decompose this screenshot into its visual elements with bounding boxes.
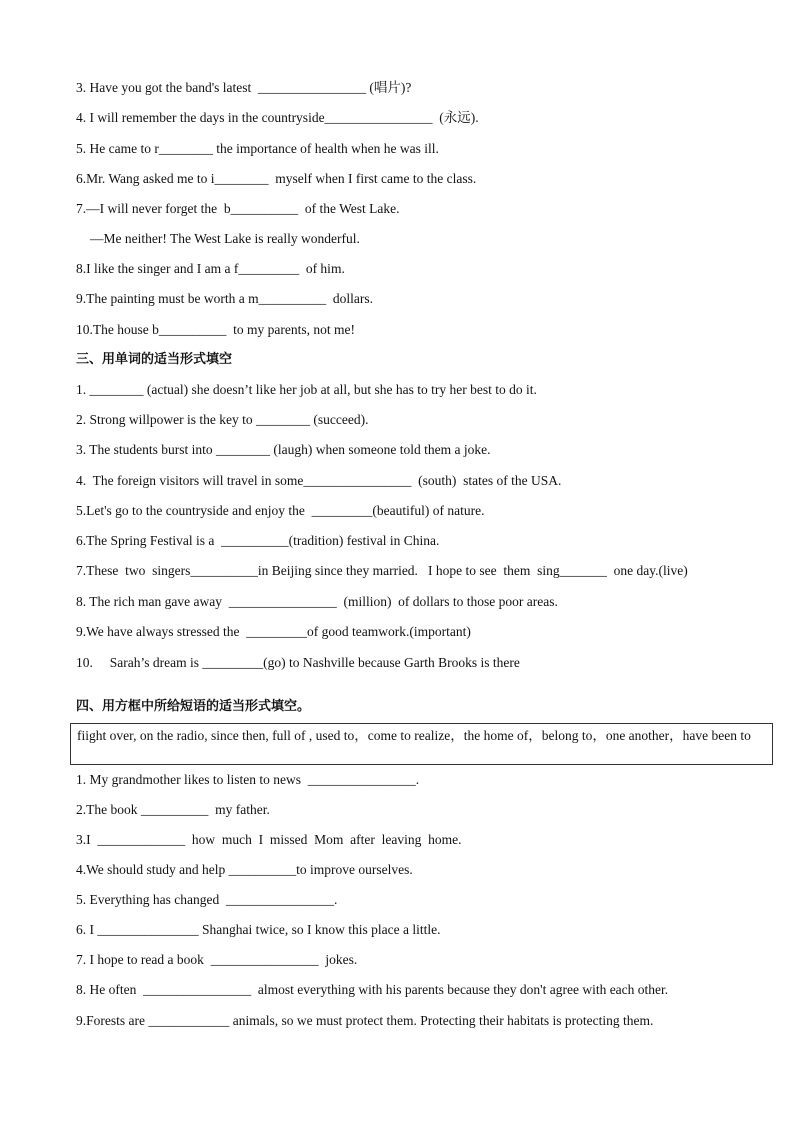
phrase-box-text: fiight over, on the radio, since then, full of , used to，come to realize，the home of，belong to，one another，have been to: [77, 728, 751, 743]
question-s3-5: 5.Let's go to the countryside and enjoy the _________(beautiful) of nature.: [76, 503, 485, 518]
question-s3-1: 1. ________ (actual) she doesn’t like her job at all, but she has to try her best to do it.: [76, 382, 537, 397]
question-s3-4: 4. The foreign visitors will travel in some________________ (south) states of the USA.: [76, 473, 562, 488]
question-s4-7: 7. I hope to read a book ________________ jokes.: [76, 952, 358, 967]
question-s3-9: 9.We have always stressed the _________of good teamwork.(important): [76, 624, 471, 639]
question-s2-7-reply: —Me neither! The West Lake is really wonderful.: [90, 231, 360, 246]
question-s3-8: 8. The rich man gave away ________________ (million) of dollars to those poor areas.: [76, 594, 558, 609]
phrase-box: [70, 723, 773, 765]
question-s2-5: 5. He came to r________ the importance of health when he was ill.: [76, 141, 439, 156]
question-s2-9: 9.The painting must be worth a m__________ dollars.: [76, 291, 373, 306]
question-s4-6: 6. I _______________ Shanghai twice, so I know this place a little.: [76, 922, 441, 937]
question-s4-5: 5. Everything has changed ________________.: [76, 892, 338, 907]
question-s2-6: 6.Mr. Wang asked me to i________ myself when I first came to the class.: [76, 171, 477, 186]
section3-heading: 三、用单词的适当形式填空: [76, 352, 233, 367]
question-s4-1: 1. My grandmother likes to listen to news ________________.: [76, 772, 420, 787]
question-s2-4: 4. I will remember the days in the countryside________________ (永远).: [76, 110, 479, 125]
question-s4-2: 2.The book __________ my father.: [76, 802, 270, 817]
question-s3-7: 7.These two singers__________in Beijing since they married. I hope to see them sing_______ one day.(live): [76, 563, 688, 578]
question-s3-6: 6.The Spring Festival is a __________(tradition) festival in China.: [76, 533, 440, 548]
question-s2-8: 8.I like the singer and I am a f_________ of him.: [76, 261, 345, 276]
question-s2-7: 7.—I will never forget the b__________ of the West Lake.: [76, 201, 400, 216]
question-s4-8: 8. He often ________________ almost everything with his parents because they don't agree with each other.: [76, 982, 669, 997]
section4-heading: 四、用方框中所给短语的适当形式填空。: [76, 699, 311, 714]
question-s4-9: 9.Forests are ____________ animals, so we must protect them. Protecting their habitats is protecting them.: [76, 1013, 654, 1028]
question-s3-3: 3. The students burst into ________ (laugh) when someone told them a joke.: [76, 442, 491, 457]
question-s2-10: 10.The house b__________ to my parents, not me!: [76, 322, 355, 337]
question-s3-10: 10. Sarah’s dream is _________(go) to Nashville because Garth Brooks is there: [76, 655, 520, 670]
question-s4-3: 3.I _____________ how much I missed Mom after leaving home.: [76, 832, 462, 847]
question-s3-2: 2. Strong willpower is the key to ________ (succeed).: [76, 412, 369, 427]
question-s4-4: 4.We should study and help __________to improve ourselves.: [76, 862, 413, 877]
question-s2-3: 3. Have you got the band's latest ________________ (唱片)?: [76, 80, 412, 95]
